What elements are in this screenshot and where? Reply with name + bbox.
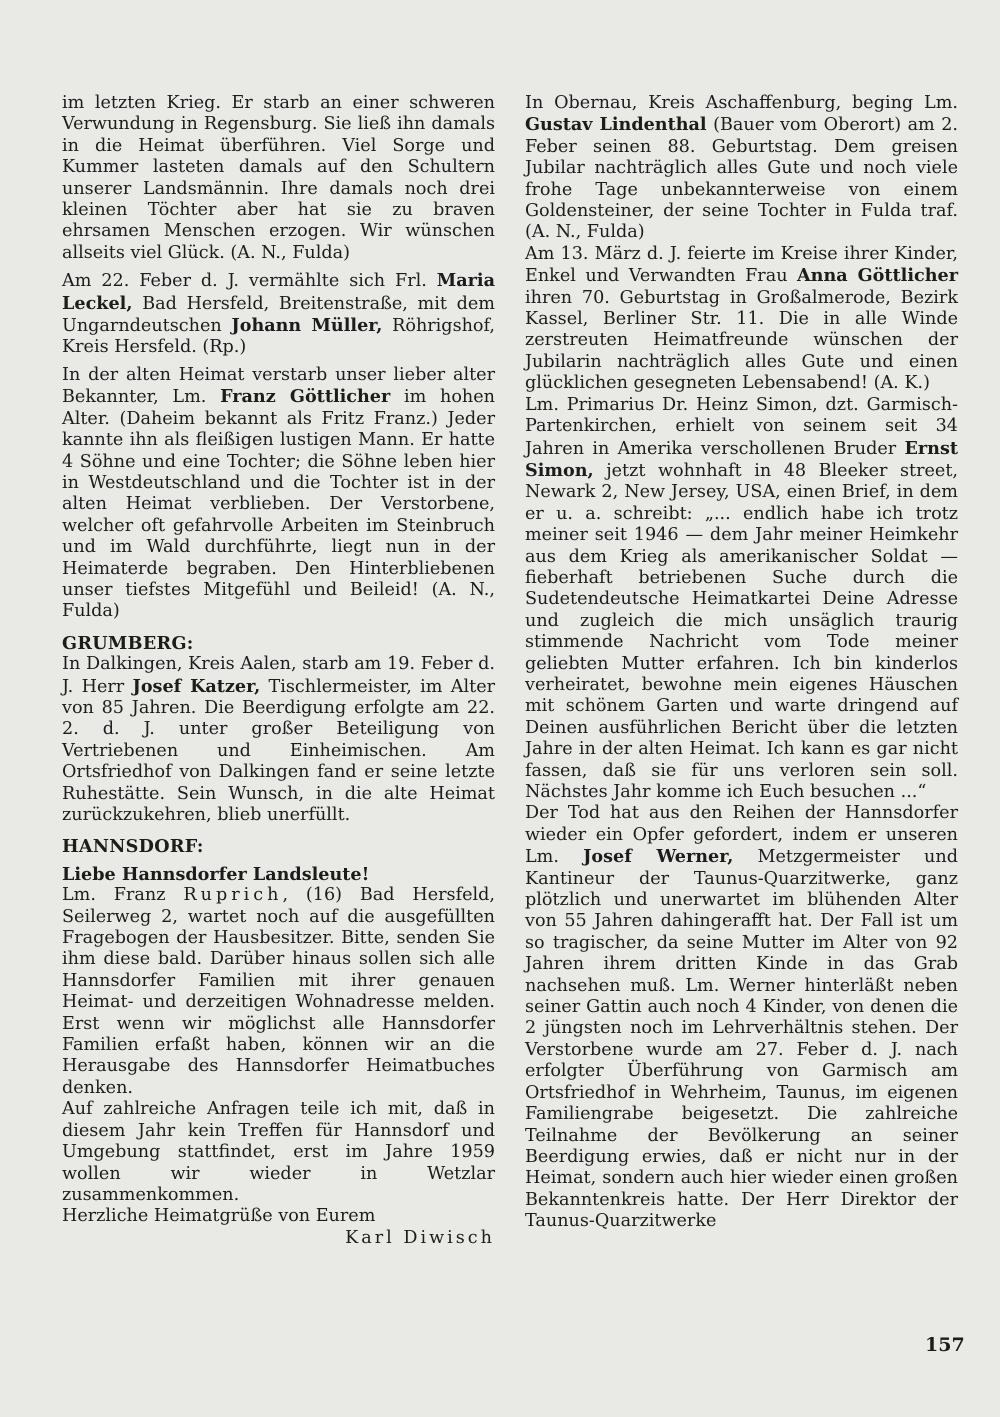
marriage-notice: Am 22. Feber d. J. vermählte sich Frl. Maria Leckel, Bad Hersfeld, Breitenstraße, mit dem Ungarndeutschen Johann Müller, Röhrigshof, Kreis Hersfeld. (Rp.) [62, 270, 496, 358]
person-name: Johann Müller, [231, 315, 383, 337]
obituary-goettlicher: In der alten Heimat verstarb unser lieber alter Bekannter, Lm. Franz Göttlicher im hohen Alter. (Daheim bekannt als Fritz Franz.) Jeder kannte ihn als fleißigen lustigen Mann. Er hatte 4 Söhne und eine Tochter; die Söhne leben hier in Westdeutschland und die Tochter ist in der alten Heimat verblieben. Der Verstorbene, welcher oft gefahrvolle Arbeiten im Steinbruch und im Wald durchführte, liegt nun in der Heimaterde begraben. Den Hinterbliebenen unser tiefstes Mitgefühl und Beileid! (A. N., Fulda) [62, 364, 495, 622]
signature: Karl Diwisch [345, 1227, 495, 1248]
person-name: Anna Göttlicher [797, 265, 958, 287]
right-column [525, 93, 958, 1233]
notice-fragebogen: Lm. Franz Ruprich, (16) Bad Hersfeld, Seilerweg 2, wartet noch auf die ausgefüllten Fragebogen der Hausbesitzer. Bitte, senden Sie ihm diese bald. Darüber hinaus sollen sich alle Hannsdorfer Familien mit ihrer genauen Heimat- und derzeitigen Wohnadresse melden. Erst wenn wir möglichst alle Hannsdorfer Familien erfaßt haben, können wir an die Herausgabe des Hannsdorfer Heimatbuches denken. [62, 885, 495, 1098]
article-continuation: im letzten Krieg. Er starb an einer schweren Verwundung in Regensburg. Sie ließ ihn damals in die Heimat überführen. Viel Sorge und Kummer lasteten damals auf den Schultern unserer Landsmännin. Ihre damals noch drei kleinen Töchter aber hat sie zu braven ehrsamen Menschen erzogen. Wir wünschen allseits viel Glück. (A. N., Fulda) [62, 93, 495, 263]
person-name: Franz Göttlicher [220, 386, 391, 408]
page-number: 157 [925, 1334, 965, 1356]
closing-line: Herzliche Heimatgrüße von Eurem [62, 1206, 376, 1227]
person-name: Gustav Lindenthal [525, 114, 707, 136]
left-column [62, 93, 495, 1249]
notice-treffen: Auf zahlreiche Anfragen teile ich mit, daß in diesem Jahr kein Treffen für Hannsdorf und Umgebung stattfindet, erst im Jahre 1959 wollen wir wieder in Wetzlar zusammenkommen. [62, 1099, 495, 1205]
person-name: Ruprich [183, 885, 283, 906]
person-name: Ernst Simon, [525, 437, 958, 481]
birthday-lindenthal: In Obernau, Kreis Aschaffenburg, beging Lm. Gustav Lindenthal (Bauer vom Oberort) am 2. Feber seinen 88. Geburtstag. Dem greisen Jubilar nachträglich alles Gute und noch viele frohe Tage unbekannterweise von einem Goldensteiner, der seine Tochter in Fulda traf. (A. N., Fulda) [525, 93, 958, 243]
obituary-katzer: In Dalkingen, Kreis Aalen, starb am 19. Feber d. J. Herr Josef Katzer, Tischlermeister, im Alter von 85 Jahren. Die Beerdigung erfolgte am 22. 2. d. J. unter großer Beteiligung von Vertriebenen und Einheimischen. Am Ortsfriedhof von Dalkingen fand er seine letzte Ruhestätte. Sein Wunsch, in die alte Heimat zurückzukehren, blieb unerfüllt. [62, 654, 496, 825]
obituary-werner: Der Tod hat aus den Reihen der Hannsdorfer wieder ein Opfer gefordert, indem er unseren Lm. Josef Werner, Metzgermeister und Kantineur der Taunus-Quarzitwerke, ganz plötzlich und unerwartet im blühenden Alter von 55 Jahren dahingerafft hat. Der Fall ist um so tragischer, da seine Mutter im Alter von 92 Jahren ihrem dritten Kinde in das Grab nachsehen muß. Lm. Werner hinterläßt neben seiner Gattin auch noch 4 Kinder, von denen die 2 jüngsten noch im Lehrverhältnis stehen. Der Verstorbene wurde am 27. Feber d. J. nach erfolgter Überführung von Garmisch am Ortsfriedhof in Wehrheim, Taunus, im eigenen Familiengrabe beigesetzt. Die zahlreiche Teilnahme der Bevölkerung an seiner Beerdigung erwies, daß er nicht nur in der Heimat, sondern auch hier wieder einen großen Bekanntenkreis hatte. Der Herr Direktor der Taunus-Quarzitwerke [525, 803, 958, 1232]
letter-salutation: Liebe Hannsdorfer Landsleute! [62, 863, 370, 885]
person-name: Josef Katzer, [132, 675, 261, 697]
birthday-goettlicher: Am 13. März d. J. feierte im Kreise ihrer Kinder, Enkel und Verwandten Frau Anna Göttlicher ihren 70. Geburtstag in Großalmerode, Bezirk Kassel, Berliner Str. 11. Die in alle Winde zerstreuten Heimatfreunde wünschen der Jubilarin nachträglich alles Gute und einen glücklichen gesegneten Lebensabend! (A. K.) [525, 243, 958, 394]
letter-simon: Lm. Primarius Dr. Heinz Simon, dzt. Garmisch-Partenkirchen, erhielt von seinem seit 34 Jahren in Amerika verschollenen Bruder Ernst Simon, jetzt wohnhaft in 48 Bleeker street, Newark 2, New Jersey, USA, einen Brief, in dem er u. a. schreibt: „... endlich habe ich trotz meiner seit 1946 — dem Jahr meiner Heimkehr aus dem Krieg als amerikanischer Soldat — fieberhaft betriebenen Suche durch die Sudetendeutsche Heimatkartei Deine Adresse und zugleich die mich unsäglich traurig stimmende Nachricht vom Tode meiner geliebten Mutter erfahren. Ich bin kinderlos verheiratet, bewohne mein eigenes Häuschen mit schönem Garten und warte dringend auf Deinen ausführlichen Bericht über die letzten Jahre in der alten Heimat. Ich kann es gar nicht fassen, daß sie für uns verloren sein soll. Nächstes Jahr komme ich Euch besuchen ...“ [525, 394, 958, 802]
section-heading-hannsdorf: HANNSDORF: [62, 836, 204, 858]
section-heading-grumberg: GRUMBERG: [62, 632, 194, 654]
person-name: Maria Leckel, [62, 270, 495, 314]
person-name: Josef Werner, [583, 846, 734, 868]
